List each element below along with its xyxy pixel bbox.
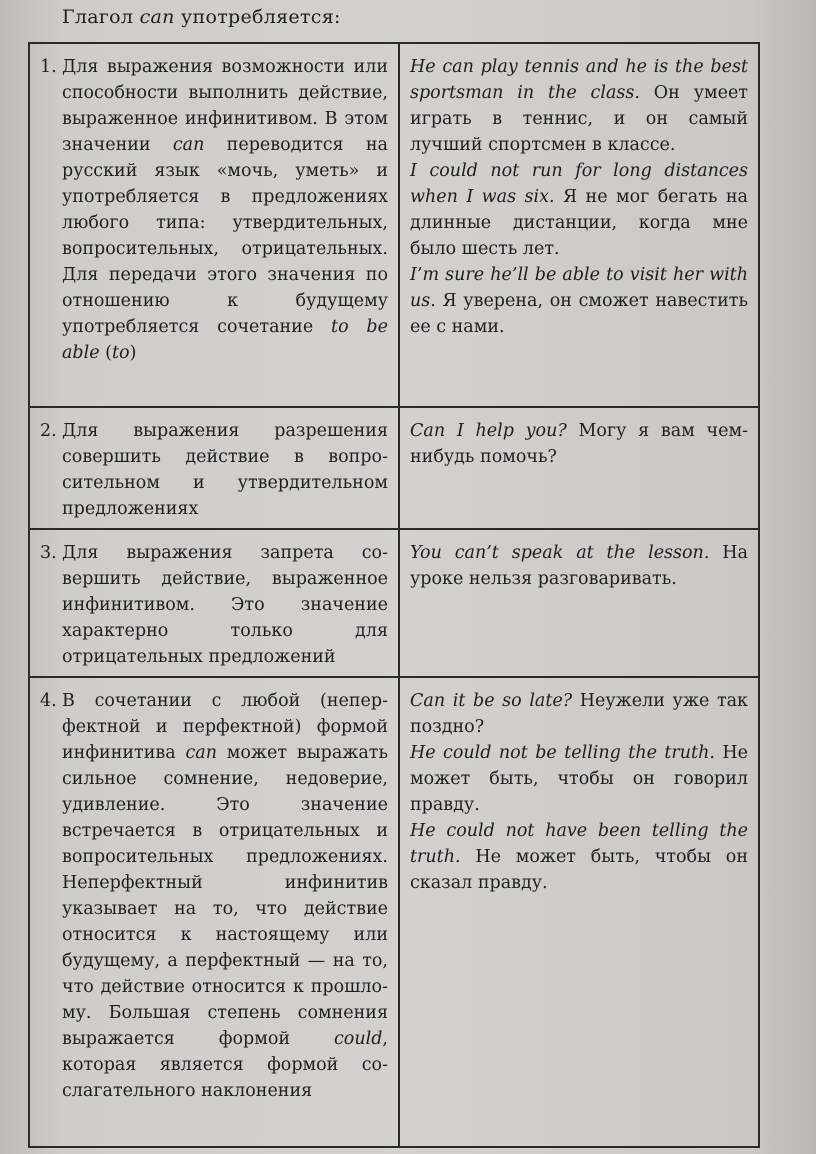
italic-fragment: I’m sure he’ll be able to visit her with us. bbox=[410, 265, 748, 311]
rule-cell bbox=[29, 529, 399, 677]
text-fragment: , которая является формой сослагательного наклонения bbox=[62, 1029, 388, 1101]
example bbox=[410, 740, 748, 818]
text-fragment: Он умеет играть в теннис, и он самый лучший спортсмен в классе. bbox=[410, 83, 748, 155]
grammar-table bbox=[28, 42, 760, 1148]
italic-fragment: He could not have been telling the truth. bbox=[410, 821, 748, 867]
italic-fragment: could bbox=[334, 1029, 383, 1049]
table-row bbox=[29, 43, 759, 407]
italic-fragment: to be able bbox=[62, 317, 388, 363]
italic-fragment: He can play tennis and he is the best sportsman in the class. bbox=[410, 57, 748, 103]
text-fragment: Неужели уже так поздно? bbox=[410, 691, 748, 737]
text-fragment: Могу я вам чемнибудь помочь? bbox=[410, 421, 748, 467]
text-fragment: переводится на русский язык «мочь, уметь» и употребляется в предложениях любого типа: утвердительных, вопросительных, отрицательных. Для передачи этого значения по отношению к будущему употребляется сочетание bbox=[62, 135, 388, 337]
example-cell bbox=[399, 407, 759, 529]
example bbox=[410, 158, 748, 262]
text-fragment: На уроке нельзя разговаривать. bbox=[410, 543, 748, 589]
text-fragment: Я уверена, он сможет навестить ее с нами. bbox=[410, 291, 748, 337]
text-fragment: Для выражения запрета совершить действие, выраженное инфинитивом. Это значение характерно только для отрицательных предложений bbox=[62, 543, 388, 667]
rule-cell bbox=[29, 677, 399, 1147]
example bbox=[410, 540, 748, 592]
rule-text bbox=[62, 54, 388, 366]
italic-fragment: can bbox=[185, 743, 217, 763]
rule-text bbox=[62, 688, 388, 1104]
rule-number: 3. bbox=[40, 543, 57, 563]
example-cell bbox=[399, 43, 759, 407]
example bbox=[410, 262, 748, 340]
rule-text bbox=[62, 418, 388, 522]
italic-fragment: can bbox=[172, 135, 205, 155]
example bbox=[410, 54, 748, 158]
text-fragment: В сочетании с любой (неперфектной и перфектной) формой инфинитива bbox=[62, 691, 388, 763]
text-fragment: Для выражения разрешения совершить действие в вопросительном и утвердительном предложениях bbox=[62, 421, 388, 519]
heading-prefix: Глагол bbox=[62, 6, 140, 28]
text-fragment: Не может быть, чтобы он сказал правду. bbox=[410, 847, 748, 893]
italic-fragment: You can’t speak at the lesson. bbox=[410, 543, 710, 563]
italic-fragment: I could not run for long distances when I was six. bbox=[410, 161, 748, 207]
text-fragment: Я не мог бегать на длинные дистанции, когда мне было шесть лет. bbox=[410, 187, 748, 259]
table-row bbox=[29, 677, 759, 1147]
text-fragment: Для выражения возможности или способности выполнить действие, выраженное инфинитивом. В этом значении bbox=[62, 57, 388, 155]
example-cell bbox=[399, 677, 759, 1147]
rule-cell bbox=[29, 43, 399, 407]
example bbox=[410, 688, 748, 740]
table-row bbox=[29, 407, 759, 529]
rule-number: 4. bbox=[40, 691, 57, 711]
heading-word: can bbox=[139, 6, 175, 28]
italic-fragment: to bbox=[111, 343, 130, 363]
text-fragment: Не может быть, чтобы он говорил правду. bbox=[410, 743, 748, 815]
example bbox=[410, 418, 748, 470]
text-fragment: может выражать сильное сомнение, недоверие, удивление. Это значение встречается в отрицательных и вопросительных предложениях. Неперфектный инфинитив указывает на то, что действие относится к настоящему или будущему, а перфектный — на то, что действие относится к прошлому. Большая степень сомнения выражается формой bbox=[62, 743, 388, 1049]
rule-number: 2. bbox=[40, 421, 57, 441]
rule-cell bbox=[29, 407, 399, 529]
example-cell bbox=[399, 529, 759, 677]
heading bbox=[62, 6, 341, 28]
italic-fragment: He could not be telling the truth. bbox=[410, 743, 715, 763]
italic-fragment: Can it be so late? bbox=[410, 691, 573, 711]
table-row bbox=[29, 529, 759, 677]
text-fragment: ( bbox=[99, 343, 112, 363]
rule-text bbox=[62, 540, 388, 670]
rule-number: 1. bbox=[40, 57, 57, 77]
italic-fragment: Can I help you? bbox=[410, 421, 567, 441]
example bbox=[410, 818, 748, 896]
text-fragment: ) bbox=[129, 343, 137, 363]
heading-suffix: употребляется: bbox=[174, 6, 341, 28]
